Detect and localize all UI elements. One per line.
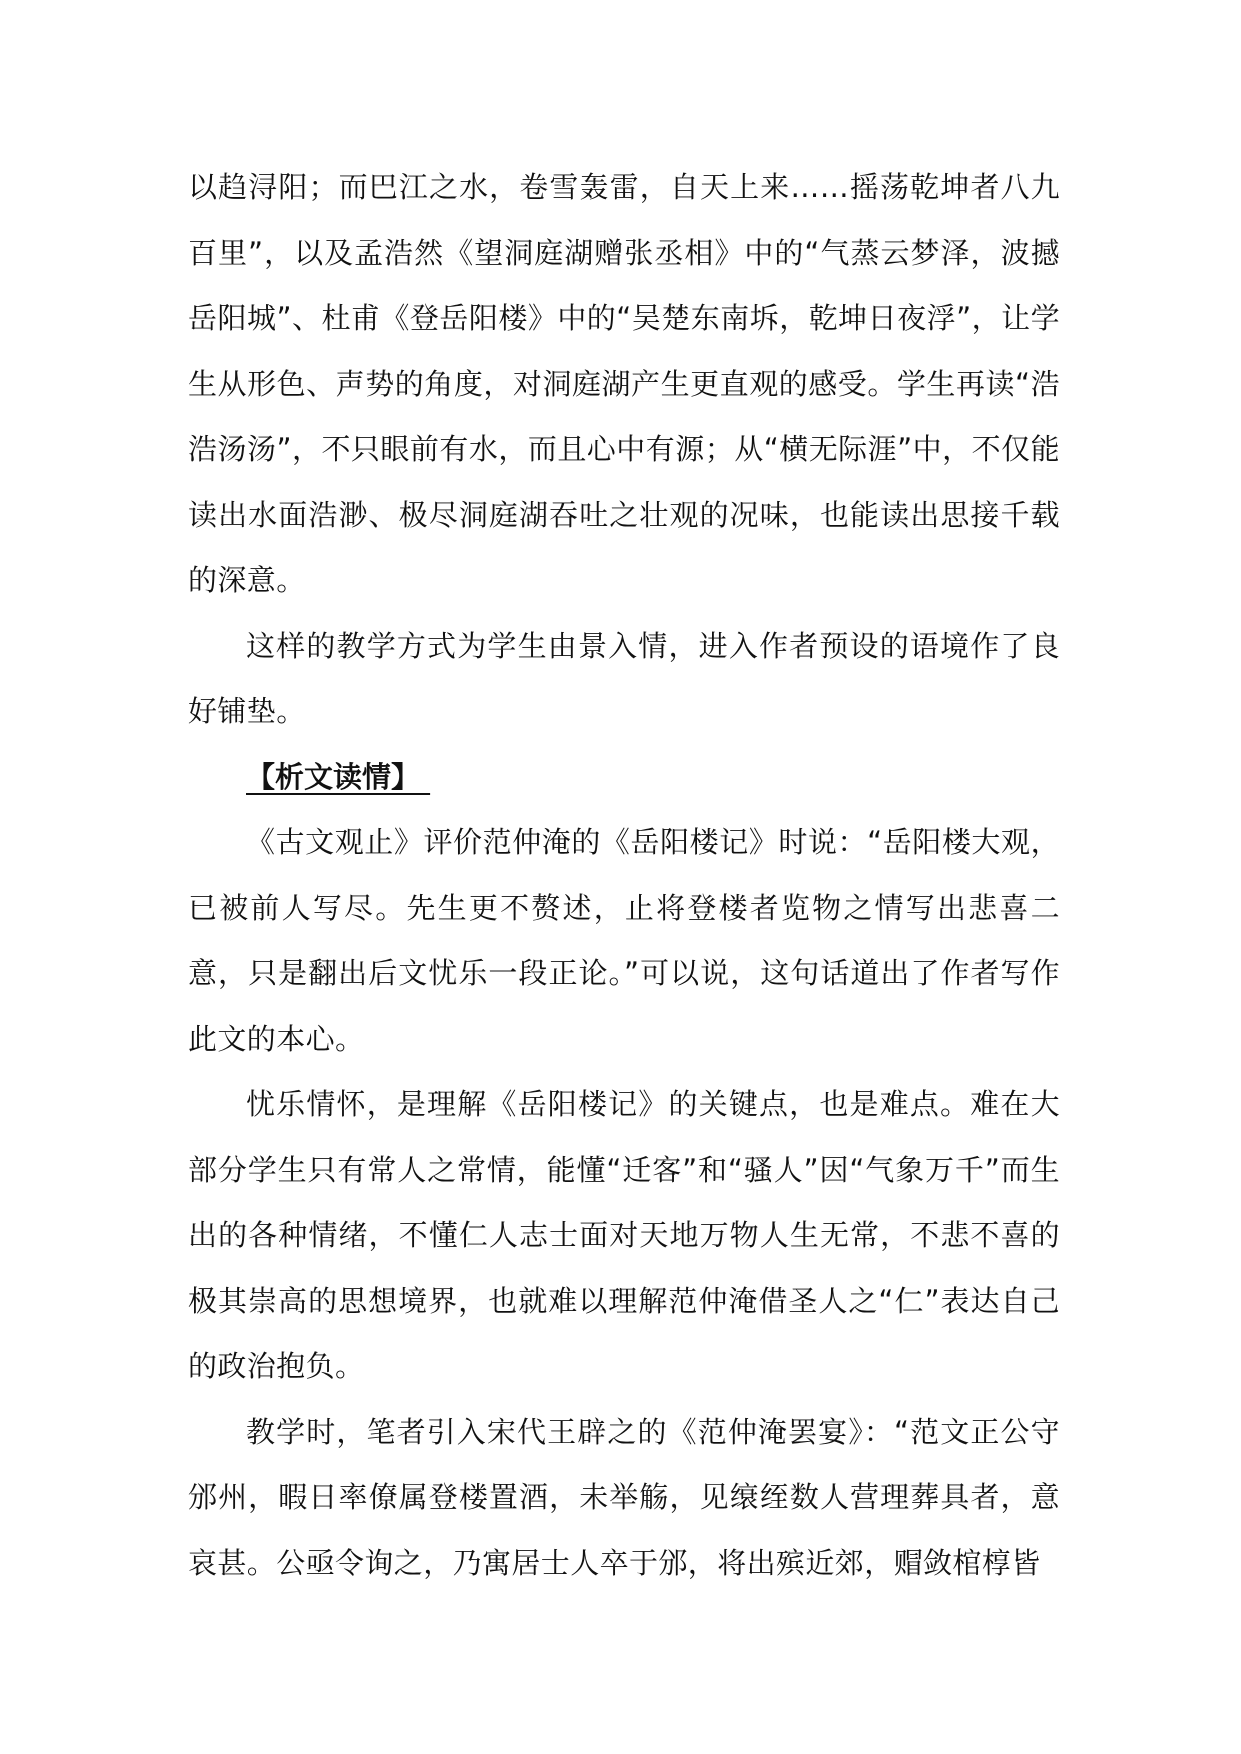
paragraph-guwen-guanzhi: 《古文观止》评价范仲淹的《岳阳楼记》时说：“岳阳楼大观，已被前人写尽。先生更不赘述，止将登楼者览物之情写出悲喜二意，只是翻出后文忧乐一段正论。”可以说，这句话道出了作者写作此文的本心。 — [188, 825, 1060, 1056]
section-heading-text: 【析文读情】 — [246, 759, 431, 794]
paragraph-youle-qinghuai: 忧乐情怀，是理解《岳阳楼记》的关键点，也是难点。难在大部分学生只有常人之常情，能懂“迁客”和“骚人”因“气象万千”而生出的各种情绪，不懂仁人志士面对天地万物人生无常，不悲不喜的极其崇高的思想境界，也就难以理解范仲淹借圣人之“仁”表达自己的政治抱负。 — [188, 1087, 1060, 1383]
paragraph-dongting-scenery: 以趋浔阳；而巴江之水，卷雪轰雷，自天上来……摇荡乾坤者八九百里”，以及孟浩然《望洞庭湖赠张丞相》中的“气蒸云梦泽，波撼岳阳城”、杜甫《登岳阳楼》中的“吴楚东南坼，乾坤日夜浮”，让学生从形色、声势的角度，对洞庭湖产生更直观的感受。学生再读“浩浩汤汤”，不只眼前有水，而且心中有源；从“横无际涯”中，不仅能读出水面浩渺、极尽洞庭湖吞吐之壮观的况味，也能读出思接千载的深意。 — [188, 170, 1060, 597]
paragraph-teaching-method: 这样的教学方式为学生由景入情，进入作者预设的语境作了良好铺垫。 — [188, 628, 1060, 728]
document-body — [188, 155, 1060, 1596]
section-heading — [188, 745, 1060, 811]
paragraph-fan-zhongyan-banquet: 教学时，笔者引入宋代王辟之的《范仲淹罢宴》：“范文正公守邠州，暇日率僚属登楼置酒，未举觞，见缞绖数人营理葬具者，意哀甚。公亟令询之，乃寓居士人卒于邠，将出殡近郊，赗敛棺椁皆 — [188, 1414, 1060, 1580]
